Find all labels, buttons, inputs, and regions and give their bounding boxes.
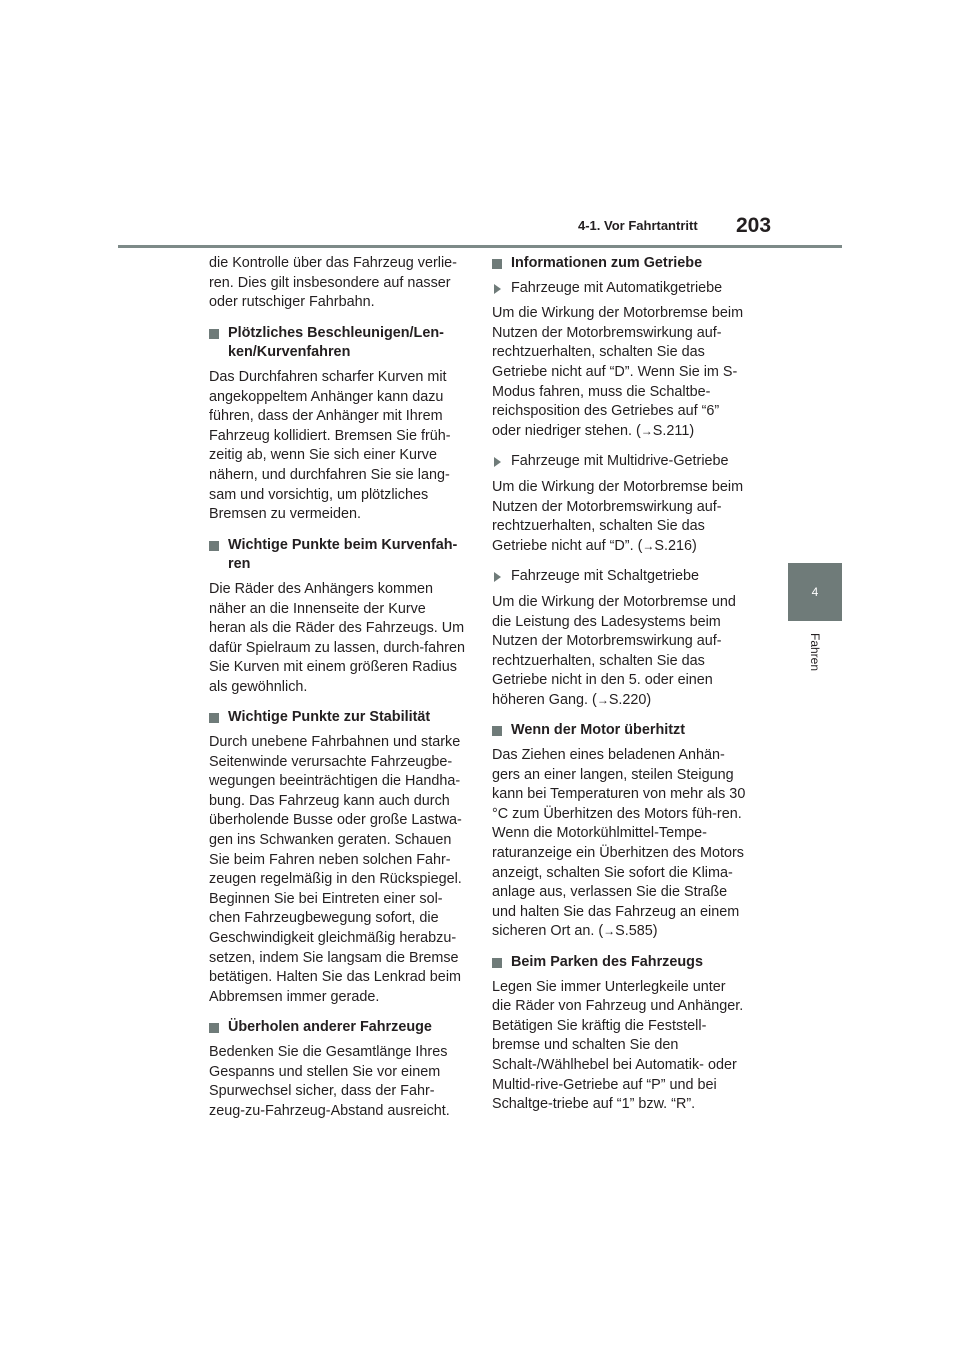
paragraph <box>492 746 748 942</box>
right-arrow-icon: → <box>596 692 609 707</box>
subheading-text: Fahrzeuge mit Schaltgetriebe <box>511 568 699 585</box>
paragraph: Legen Sie immer Unterlegkeile unter die Räder von Fahrzeug und Anhänger. Betätigen Sie kräftig die Feststell-bremse und schalten Sie den Schalt-/Wählhebel bei Automatik- oder Multid-rive-Getriebe auf “P” und bei Schaltge-triebe auf “1” bzw. “R”. <box>492 978 744 1113</box>
paragraph <box>492 304 748 441</box>
paragraph-text: Das Ziehen eines beladenen Anhän-gers an einer langen, steilen Steigung kann bei Temperaturen von mehr als 30 °C zum Überhitzen des Motors füh-ren. Wenn die Motorkühlmittel-Tempe-raturanzeige ein Überhitzen des Motors anzeigt, schalten Sie sofort die Klima-anlage aus, verlassen Sie die Straße und halten Sie das Fahrzeug an einem sicheren Ort an. ( <box>492 747 746 940</box>
square-bullet-icon <box>209 713 219 723</box>
paragraph: Das Durchfahren scharfer Kurven mit angekoppeltem Anhänger kann dazu führen, dass der Anhänger mit Ihrem Fahrzeug kollidiert. Bremsen Sie früh-zeitig ab, wenn Sie sich einer Kurve nähern, und durchfahren Sie sie lang-sam und vorsichtig, um plötzliches Bremsen zu vermeiden. <box>209 368 451 523</box>
paragraph-text: Um die Wirkung der Motorbremse beim Nutzen der Motorbremswirkung auf-rechtzuerhalten, schalten Sie das Getriebe nicht auf “D”. Wenn Sie im S-Modus fahren, muss die Schaltbe-reichsposition des Getriebes auf “6” oder niedriger stehen. ( <box>492 305 744 439</box>
section-heading <box>209 536 465 575</box>
chapter-number: 4 <box>811 585 819 599</box>
right-column <box>492 254 748 1126</box>
heading-text: Wichtige Punkte zur Stabilität <box>228 709 431 726</box>
paragraph: Bedenken Sie die Gesamtlänge Ihres Gespanns und stellen Sie vor einem Spurwechsel sicher, dass der Fahr-zeug-zu-Fahrzeug-Abstand ausreicht. <box>209 1043 450 1119</box>
square-bullet-icon <box>209 1023 219 1033</box>
page-reference-link[interactable]: S.585) <box>615 923 658 940</box>
paragraph-text: Um die Wirkung der Motorbremse und die Leistung des Ladesystems beim Nutzen der Motorbremswirkung auf-rechtzuerhalten, schalten Sie das Getriebe nicht in den 5. oder einen höheren Gang. ( <box>492 593 736 708</box>
chapter-tab[interactable] <box>788 563 842 621</box>
heading-text: Überholen anderer Fahrzeuge <box>228 1019 432 1036</box>
triangle-bullet-icon <box>494 572 501 582</box>
triangle-bullet-icon <box>494 284 501 294</box>
subheading <box>492 567 748 587</box>
page-reference-link[interactable]: S.211) <box>652 422 695 439</box>
triangle-bullet-icon <box>494 457 501 467</box>
page-reference-link[interactable]: S.216) <box>654 537 697 554</box>
page-reference-link[interactable]: S.220) <box>608 691 652 708</box>
section-heading <box>492 254 748 274</box>
section-heading <box>492 721 748 741</box>
left-column <box>209 254 465 1132</box>
paragraph-text: Um die Wirkung der Motorbremse beim Nutzen der Motorbremswirkung auf-rechtzuerhalten, schalten Sie das Getriebe nicht auf “D”. ( <box>492 478 744 554</box>
square-bullet-icon <box>209 329 219 339</box>
right-arrow-icon: → <box>642 538 655 553</box>
subheading <box>492 279 748 299</box>
square-bullet-icon <box>492 726 502 736</box>
paragraph <box>492 593 748 711</box>
right-arrow-icon: → <box>603 924 616 939</box>
section-heading <box>209 708 465 728</box>
square-bullet-icon <box>209 541 219 551</box>
paragraph <box>492 478 748 556</box>
square-bullet-icon <box>492 958 502 968</box>
heading-text: Wenn der Motor überhitzt <box>511 722 686 739</box>
heading-text: Wichtige Punkte beim Kurvenfah-ren <box>228 536 458 573</box>
square-bullet-icon <box>492 259 502 269</box>
subheading-text: Fahrzeuge mit Multidrive-Getriebe <box>511 453 729 470</box>
section-title: 4-1. Vor Fahrtantritt <box>578 218 698 233</box>
header-divider <box>118 245 842 248</box>
paragraph: die Kontrolle über das Fahrzeug verlie-ren. Dies gilt insbesondere auf nasser oder rutschiger Fahrbahn. <box>209 255 457 311</box>
section-heading <box>209 1018 465 1038</box>
subheading-text: Fahrzeuge mit Automatikgetriebe <box>511 279 723 296</box>
paragraph: Durch unebene Fahrbahnen und starke Seitenwinde verursachte Fahrzeugbe-wegungen beeinträchtigen die Handha-bung. Das Fahrzeug kann auch durch überholende Busse oder große Lastwa-gen ins Schwanken geraten. Schauen Sie beim Fahren neben solchen Fahr-zeugen regelmäßig in den Rückspiegel. Beginnen Sie bei Eintreten einer sol-chen Fahrzeugbewegung sofort, die Geschwindigkeit gleichmäßig herabzu-setzen, indem Sie langsam die Bremse betätigen. Halten Sie das Lenkrad beim Abbremsen immer gerade. <box>209 734 462 1005</box>
heading-text: Plötzliches Beschleunigen/Len-ken/Kurvenfahren <box>228 324 444 361</box>
right-arrow-icon: → <box>640 423 653 438</box>
page-number: 203 <box>736 214 772 237</box>
paragraph: Die Räder des Anhängers kommen näher an die Innenseite der Kurve heran als die Räder des Fahrzeugs. Um dafür Spielraum zu lassen, durch-fahren Sie Kurven mit einem größeren Radius als gewöhnlich. <box>209 580 465 695</box>
heading-text: Informationen zum Getriebe <box>511 255 703 271</box>
heading-text: Beim Parken des Fahrzeugs <box>511 954 703 970</box>
chapter-label: Fahren <box>808 633 822 672</box>
section-heading <box>492 953 748 973</box>
subheading <box>492 452 748 472</box>
section-heading <box>209 324 465 363</box>
